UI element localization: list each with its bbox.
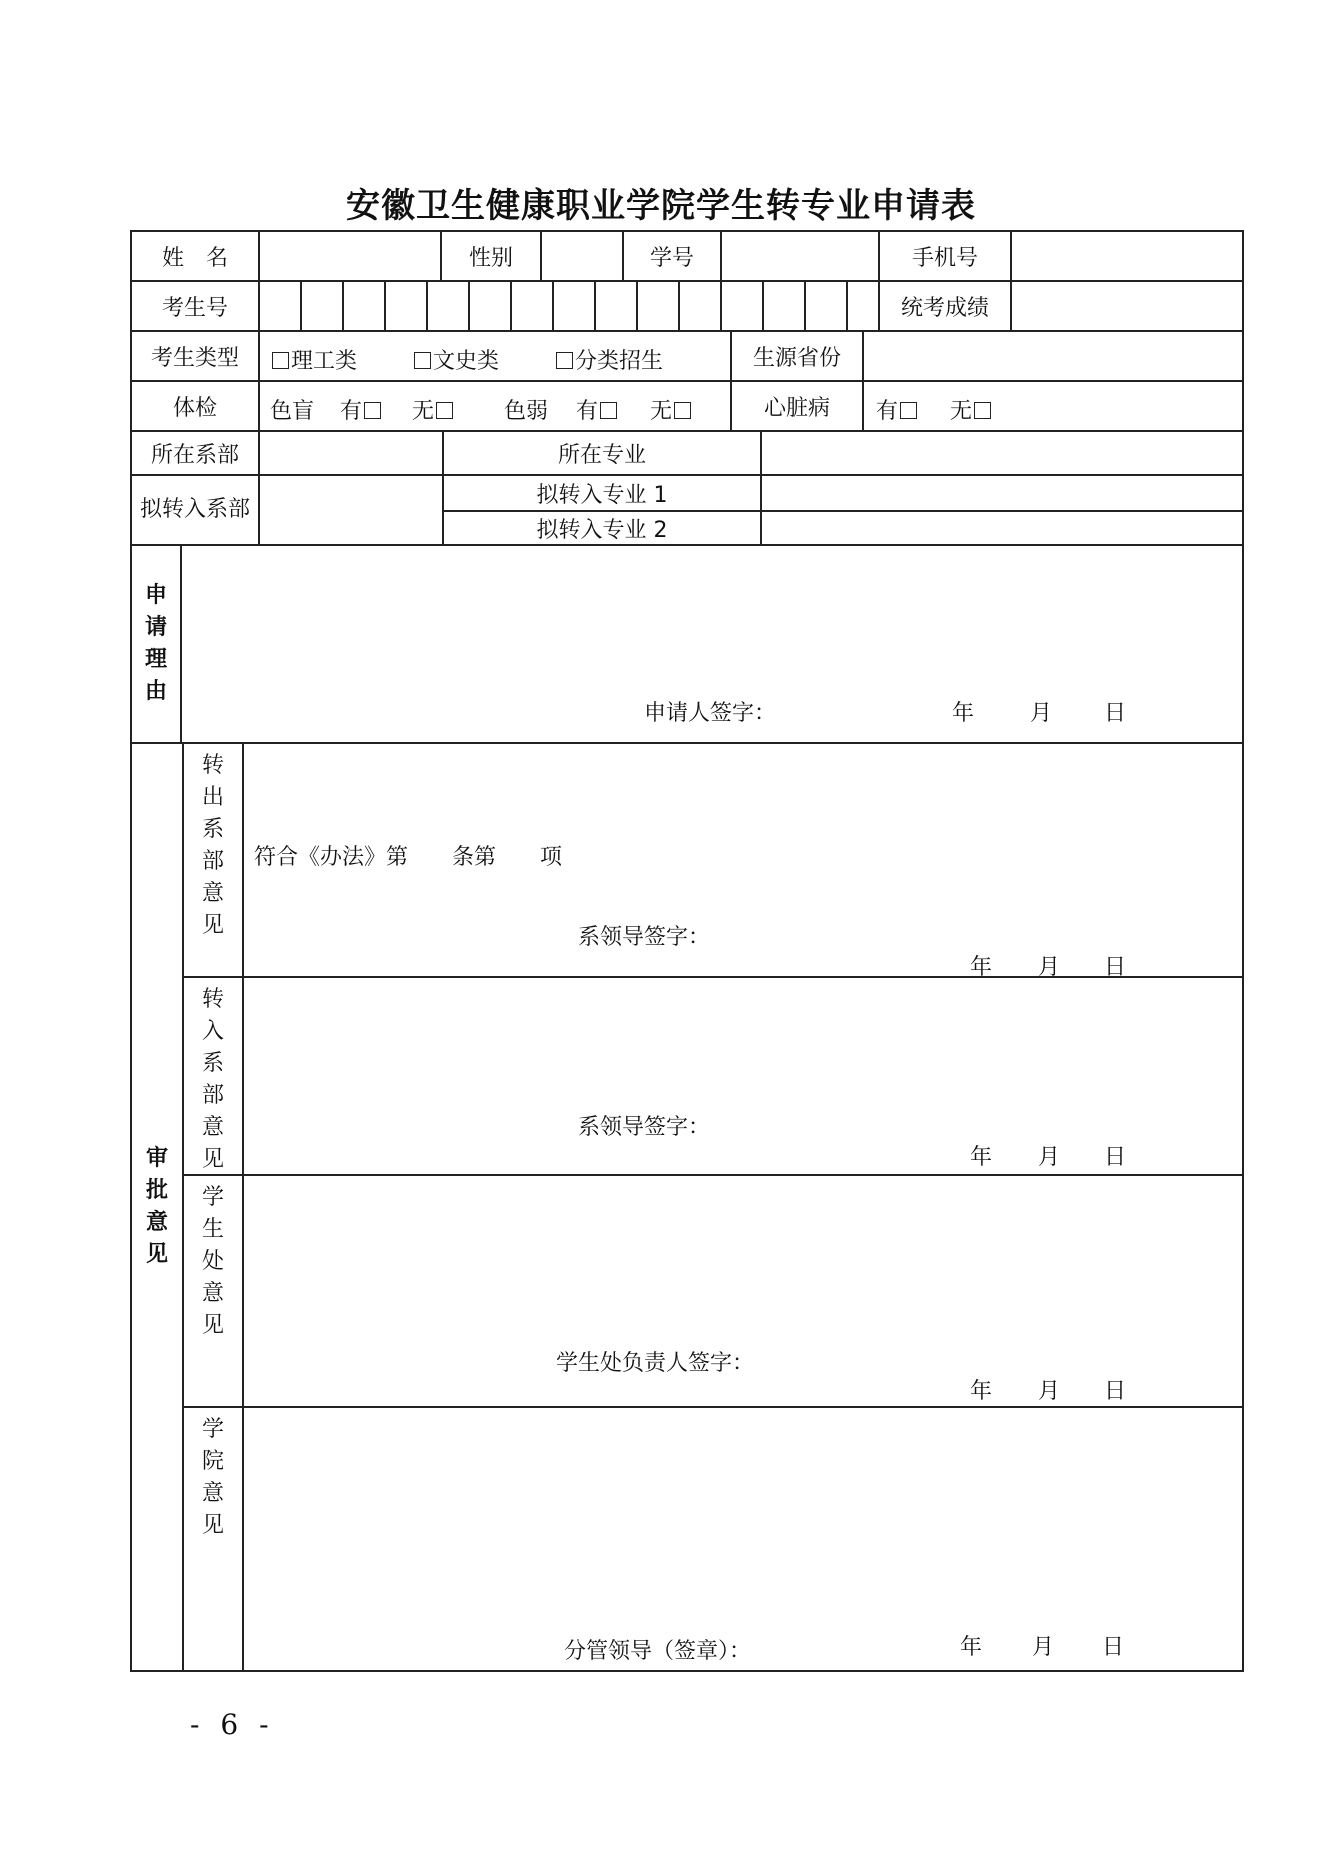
heart-options	[862, 380, 1244, 432]
target-major1-field[interactable]	[760, 474, 1244, 512]
form-title: 安徽卫生健康职业学院学生转专业申请表	[346, 186, 976, 226]
date-month: 月	[1038, 955, 1061, 980]
in-dept-label: 转 入 系 部 意 见	[182, 976, 244, 1176]
phone-field[interactable]	[1010, 230, 1244, 282]
health-options	[258, 380, 732, 432]
date-month: 月	[1038, 1145, 1061, 1170]
option-arts[interactable]: 文史类	[412, 344, 499, 375]
exam-no-digit[interactable]	[468, 280, 512, 332]
student-office-label: 学 生 处 意 见	[182, 1174, 244, 1408]
exam-no-digit[interactable]	[804, 280, 848, 332]
exam-no-digit[interactable]	[720, 280, 764, 332]
exam-no-digit[interactable]	[678, 280, 722, 332]
out-dept-signature: 系领导签字：	[578, 925, 711, 950]
target-major2-label: 拟转入专业 2	[442, 510, 762, 546]
exam-no-digit[interactable]	[300, 280, 344, 332]
colorweak-yes[interactable]: 有	[576, 394, 619, 425]
phone-label: 手机号	[878, 230, 1012, 282]
score-label: 统考成绩	[878, 280, 1012, 332]
college-opinion[interactable]	[242, 1406, 1244, 1672]
student-no-label: 学号	[622, 230, 722, 282]
colorweak-no[interactable]: 无	[650, 394, 693, 425]
compliance-text: 符合《办法》第 条第 项	[254, 845, 563, 870]
name-field[interactable]	[258, 230, 442, 282]
exam-no-digit[interactable]	[510, 280, 554, 332]
exam-no-digit[interactable]	[594, 280, 638, 332]
exam-no-digit[interactable]	[846, 280, 880, 332]
checkbox-icon	[436, 402, 453, 419]
date-year: 年	[960, 1635, 983, 1660]
exam-no-digit[interactable]	[342, 280, 386, 332]
exam-no-label: 考生号	[130, 280, 260, 332]
name-label: 姓 名	[130, 230, 260, 282]
exam-no-digit[interactable]	[258, 280, 302, 332]
out-dept-opinion[interactable]	[242, 742, 1244, 978]
date-day: 日	[1102, 1635, 1125, 1660]
major-field[interactable]	[760, 430, 1244, 476]
checkbox-icon	[974, 402, 991, 419]
approval-label: 审 批 意 见	[130, 742, 184, 1672]
colorweak-label: 色弱	[504, 399, 549, 424]
option-category[interactable]: 分类招生	[554, 344, 663, 375]
in-dept-signature: 系领导签字：	[578, 1115, 711, 1140]
colorblind-no[interactable]: 无	[412, 394, 455, 425]
date-day: 日	[1104, 1145, 1127, 1170]
date-month: 月	[1038, 1379, 1061, 1404]
reason-field[interactable]	[180, 544, 1244, 744]
dept-field[interactable]	[258, 430, 444, 476]
heart-label: 心脏病	[730, 380, 864, 432]
target-dept-label: 拟转入系部	[130, 474, 260, 546]
college-label: 学 院 意 见	[182, 1406, 244, 1672]
checkbox-icon	[674, 402, 691, 419]
major-label: 所在专业	[442, 430, 762, 476]
exam-type-options	[258, 330, 732, 382]
dept-label: 所在系部	[130, 430, 260, 476]
date-year: 年	[970, 1379, 993, 1404]
province-label: 生源省份	[730, 330, 864, 382]
option-science[interactable]: 理工类	[270, 344, 357, 375]
target-major1-label: 拟转入专业 1	[442, 474, 762, 512]
date-month: 月	[1032, 1635, 1055, 1660]
date-year: 年	[970, 955, 993, 980]
exam-no-digit[interactable]	[426, 280, 470, 332]
page-number: - 6 -	[190, 1708, 275, 1741]
target-major2-field[interactable]	[760, 510, 1244, 546]
student-office-signature: 学生处负责人签字：	[556, 1351, 755, 1376]
date-month: 月	[1030, 701, 1053, 726]
gender-field[interactable]	[540, 230, 624, 282]
exam-no-digit[interactable]	[384, 280, 428, 332]
applicant-signature: 申请人签字：	[644, 701, 777, 726]
in-dept-opinion[interactable]	[242, 976, 1244, 1176]
date-day: 日	[1104, 701, 1127, 726]
score-field[interactable]	[1010, 280, 1244, 332]
checkbox-icon	[414, 352, 431, 369]
college-signature: 分管领导（签章）：	[564, 1639, 752, 1664]
province-field[interactable]	[862, 330, 1244, 382]
checkbox-icon	[900, 402, 917, 419]
exam-type-label: 考生类型	[130, 330, 260, 382]
reason-label: 申 请 理 由	[130, 544, 182, 744]
target-dept-field[interactable]	[258, 474, 444, 546]
heart-no[interactable]: 无	[950, 394, 993, 425]
exam-no-digit[interactable]	[552, 280, 596, 332]
exam-no-digit[interactable]	[762, 280, 806, 332]
date-day: 日	[1104, 955, 1127, 980]
checkbox-icon	[600, 402, 617, 419]
exam-no-digit[interactable]	[636, 280, 680, 332]
checkbox-icon	[364, 402, 381, 419]
date-day: 日	[1104, 1379, 1127, 1404]
out-dept-label: 转 出 系 部 意 见	[182, 742, 244, 978]
checkbox-icon	[272, 352, 289, 369]
heart-yes[interactable]: 有	[876, 394, 919, 425]
checkbox-icon	[556, 352, 573, 369]
colorblind-label: 色盲	[270, 399, 315, 424]
student-no-field[interactable]	[720, 230, 880, 282]
health-label: 体检	[130, 380, 260, 432]
gender-label: 性别	[440, 230, 542, 282]
date-year: 年	[970, 1145, 993, 1170]
student-office-opinion[interactable]	[242, 1174, 1244, 1408]
colorblind-yes[interactable]: 有	[340, 394, 383, 425]
date-year: 年	[952, 701, 975, 726]
